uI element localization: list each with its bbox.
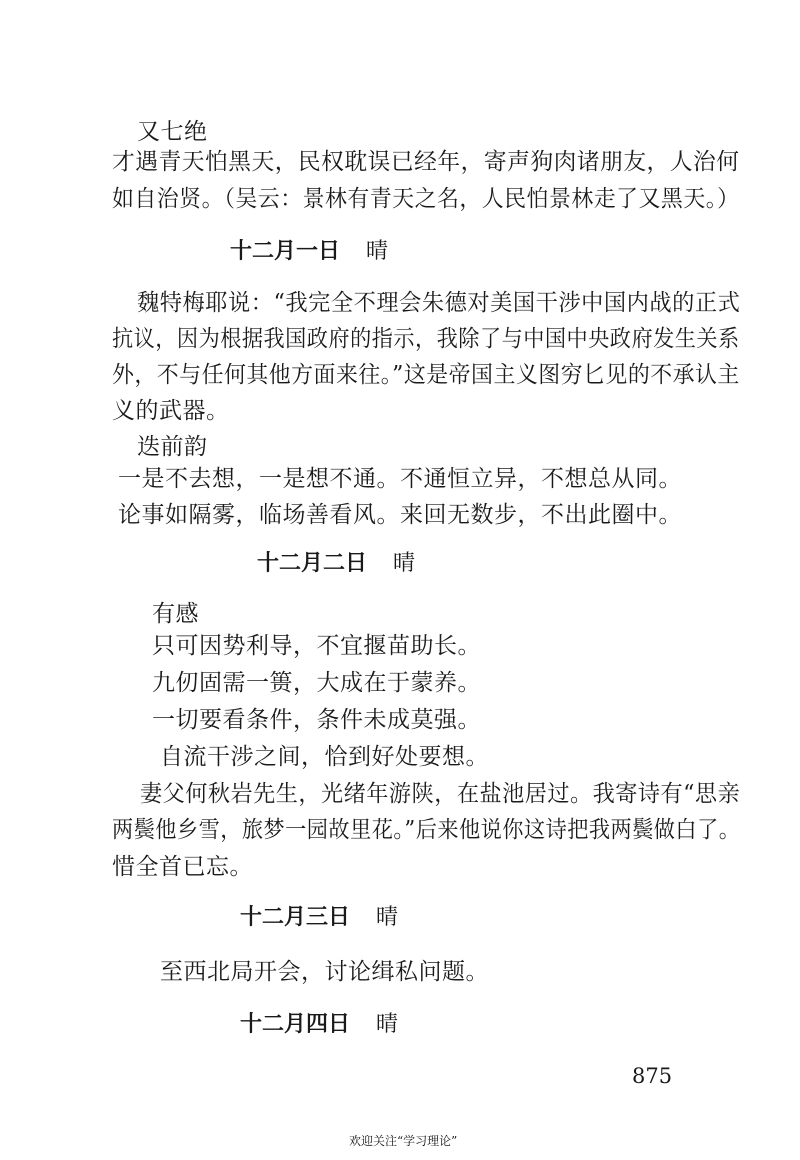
poem-line: 论事如隔雾，临场善看风。来回无数步，不出此圈中。 <box>118 502 682 528</box>
poem-title: 又七绝 <box>137 119 208 145</box>
paragraph-line: 至西北局开会，讨论缉私问题。 <box>160 959 489 985</box>
entry-date: 十二月三日 <box>240 905 351 930</box>
paragraph-line: 外，不与任何其他方面来往。”这是帝国主义图穷匕见的不承认主 <box>112 362 740 388</box>
footer-text: 欢迎关注“学习理论” <box>349 1134 458 1148</box>
poem-line: 自流干涉之间，恰到好处要想。 <box>160 744 489 770</box>
entry-heading <box>257 549 415 579</box>
entry-heading <box>230 237 388 267</box>
paragraph-line: 妻父何秋岩先生，光绪年游陕，在盐池居过。我寄诗有“思亲 <box>140 781 741 807</box>
poem-line: 一切要看条件，条件未成莫强。 <box>152 707 481 733</box>
paragraph-line: 惜全首已忘。 <box>112 854 253 880</box>
page-number: 875 <box>632 1064 673 1088</box>
entry-weather: 晴 <box>393 551 416 576</box>
paragraph-line: 两鬓他乡雪，旅梦一园故里花。”后来他说你这诗把我两鬓做白了。 <box>112 817 741 843</box>
poem-title: 有感 <box>152 601 199 627</box>
entry-weather: 晴 <box>376 905 399 930</box>
entry-weather: 晴 <box>366 239 389 264</box>
paragraph-line: 抗议，因为根据我国政府的指示，我除了与中国中央政府发生关系 <box>112 326 740 352</box>
poem-line: 一是不去想，一是想不通。不通恒立异，不想总从同。 <box>118 466 682 492</box>
paragraph-line: 义的武器。 <box>112 398 230 424</box>
poem-line: 九仞固需一篑，大成在于蒙养。 <box>152 670 481 696</box>
poem-line: 如自治贤。（吴云：景林有青天之名，人民怕景林走了又黑天。） <box>112 186 740 212</box>
poem-line: 只可因势利导，不宜揠苗助长。 <box>152 633 481 659</box>
entry-heading <box>240 903 398 933</box>
entry-date: 十二月四日 <box>240 1012 351 1037</box>
poem-line: 才遇青天怕黑天，民权耽误已经年，寄声狗肉诸朋友，人治何 <box>112 149 740 175</box>
entry-heading <box>240 1010 398 1040</box>
poem-title: 迭前韵 <box>137 434 208 460</box>
paragraph-line: 魏特梅耶说：“我完全不理会朱德对美国干涉中国内战的正式 <box>137 290 741 316</box>
entry-weather: 晴 <box>376 1012 399 1037</box>
entry-date: 十二月二日 <box>257 551 368 576</box>
entry-date: 十二月一日 <box>230 239 341 264</box>
